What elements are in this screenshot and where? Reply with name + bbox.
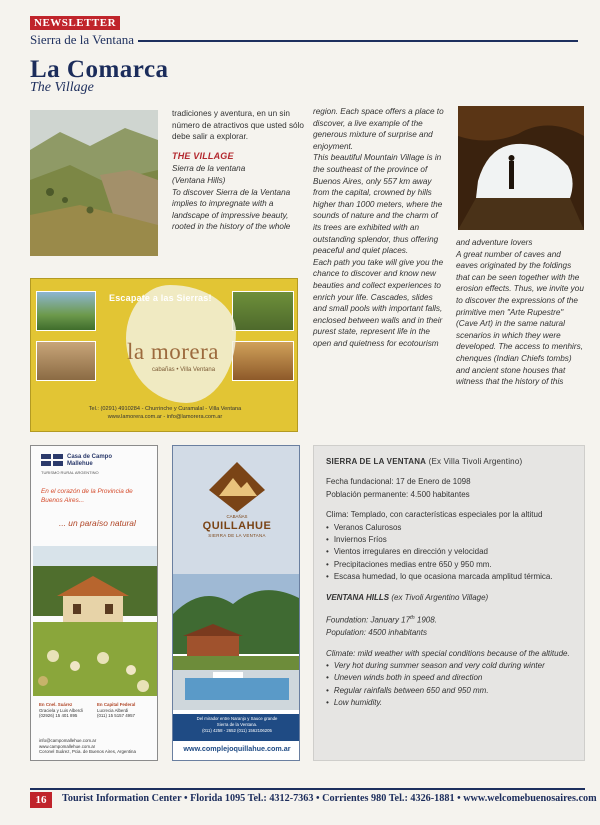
ad-paraiso: ... un paraíso natural bbox=[59, 518, 136, 528]
cabin-thumbnail bbox=[36, 291, 96, 331]
ad-brand-subtitle: cabañas • Villa Ventana bbox=[152, 367, 216, 373]
cabin-photo bbox=[173, 574, 300, 720]
contact-address: Coronel Suárez, Pcia. de Buenos Aires, Argentina bbox=[39, 749, 136, 754]
ad-logo-subtitle: TURISMO RURAL ARGENTINO bbox=[41, 470, 99, 475]
quillahue-caption bbox=[173, 714, 300, 741]
footer-divider bbox=[30, 788, 585, 790]
list-item: • Veranos Calurosos bbox=[326, 522, 572, 534]
flag-icon bbox=[41, 454, 65, 466]
body-paragraph: region. Each space offers a place to discover, a live example of the generous mixture of surprise and enjoyment. bbox=[313, 107, 444, 151]
ad-tagline: Escapate a las Sierras! bbox=[109, 293, 212, 303]
lead-paragraph: tradiciones y aventura, en un sin número de atractivos que usted sólo debe salir a explorar. bbox=[172, 109, 304, 142]
section-divider bbox=[138, 40, 578, 42]
info-heading-title: SIERRA DE LA VENTANA bbox=[326, 457, 427, 466]
page-subtitle: The Village bbox=[30, 80, 94, 95]
info-population: Población permanente: 4.500 habitantes bbox=[326, 489, 470, 499]
info-climate: Clima: Templado, con características especiales por la altitud bbox=[326, 510, 543, 520]
contact-suarez bbox=[39, 702, 95, 719]
cave-photo bbox=[458, 106, 584, 230]
contact-website[interactable]: www.campomallehue.com.ar bbox=[39, 743, 96, 749]
climate-list-en bbox=[326, 660, 572, 710]
ad-brand-name: la morera bbox=[127, 339, 219, 364]
contact-phone: (011) 15 5157 4957 bbox=[97, 713, 136, 718]
contact-phone: (02926) 15 401 895 bbox=[39, 713, 78, 718]
footer-contact: Tourist Information Center • Florida 1095 Tel.: 4312-7363 • Corrientes 980 Tel.: 4326-1881 • www.welcomebuenosaires.com bbox=[62, 793, 597, 804]
bedroom-thumbnail bbox=[232, 341, 294, 381]
section-heading: THE VILLAGE bbox=[172, 150, 234, 161]
article-column-2 bbox=[313, 106, 444, 349]
mountain-logo-icon bbox=[207, 460, 267, 514]
page-number: 16 bbox=[30, 792, 52, 808]
info-heading-note: (Ex Villa Tivoli Argentino) bbox=[428, 457, 523, 466]
campo-mallehue-ad[interactable] bbox=[30, 445, 158, 761]
info-heading-note-en: (ex Tivoli Argentino Village) bbox=[391, 592, 489, 602]
quillahue-ad[interactable] bbox=[172, 445, 300, 761]
quillahue-cabanas: CABAÑAS bbox=[226, 514, 248, 519]
list-item: • Precipitaciones medias entre 650 y 950 mm. bbox=[326, 559, 572, 571]
caption-phones: (011) 4258 - 2652 (011) 1562106205 bbox=[202, 728, 272, 733]
body-paragraph: This beautiful Mountain Village is in the southeast of the province of Buenos Aires, only 557 km away from the capital, crowned by hills higher than 1000 meters, where the sounds of nature and the charm of its trees are exhibited with an outstanding splendor, thus offering peaceful and quiet places. bbox=[313, 153, 443, 256]
body-paragraph: Each path you take will give you the chance to discover and know new beauties and collect experiences to enrich your life. Cascades, slides and small pools with important falls, enclosed between walls and in their purest state, represent life in the open and quietness for ecotourism bbox=[313, 257, 444, 348]
contact-names: Lucrecia Alberdi bbox=[97, 707, 129, 713]
list-item: • Vientos irregulares en dirección y velocidad bbox=[326, 546, 572, 558]
contact-names: Graciela y Luis Alberdi bbox=[39, 707, 83, 713]
ad-logo-line: Casa de Campo bbox=[67, 454, 113, 460]
ad-contact-line: Tel.: (0291) 4910284 - Churrinche y Curamalal - Villa Ventana bbox=[88, 406, 242, 412]
quillahue-location: SIERRA DE LA VENTANA bbox=[208, 533, 266, 538]
caption-line: Del mirador entre Naranjo y Sauce grande bbox=[196, 716, 278, 721]
section-name: Sierra de la Ventana bbox=[30, 32, 135, 47]
ad-logo-line: Mallehue bbox=[67, 461, 93, 467]
la-morera-ad[interactable] bbox=[30, 278, 298, 432]
contact-title: En Capital Federal bbox=[97, 702, 136, 707]
ad-contact bbox=[35, 405, 295, 421]
foundation-text: Foundation: January 17 bbox=[326, 615, 411, 625]
body-paragraph: To discover Sierra de la Ventana implies to impregnate with a landscape of impressive beauty, rooted in the history of the whole bbox=[172, 187, 291, 232]
quillahue-brand: QUILLAHUE bbox=[202, 520, 272, 532]
quillahue-website[interactable]: www.complejoquillahue.com.ar bbox=[183, 744, 291, 753]
info-population-en: Population: 4500 inhabitants bbox=[326, 628, 427, 638]
article-column-1 bbox=[172, 108, 304, 233]
foundation-year: 1908. bbox=[414, 615, 437, 625]
info-foundation-en bbox=[326, 612, 572, 627]
info-heading-title-en: VENTANA HILLS bbox=[326, 592, 390, 602]
section-subheading: Sierra de la ventana bbox=[172, 164, 246, 174]
ad-slogan: En el corazón de la Provincia de Buenos Aires... bbox=[41, 488, 133, 504]
climate-list-es bbox=[326, 522, 572, 584]
caption-line: Sierra de la Ventana. bbox=[216, 722, 258, 727]
list-item: • Escasa humedad, lo que ocasiona marcada amplitud térmica. bbox=[326, 571, 572, 583]
info-heading-en bbox=[326, 592, 572, 604]
contact-email[interactable]: info@campomallehue.com.ar bbox=[39, 738, 97, 743]
info-founding-date: Fecha fundacional: 17 de Enero de 1098 bbox=[326, 477, 471, 487]
garden-thumbnail bbox=[232, 291, 294, 331]
foundation-ordinal: th bbox=[410, 615, 415, 622]
interior-thumbnail bbox=[36, 341, 96, 381]
hills-photo bbox=[30, 110, 158, 256]
contact-web bbox=[39, 738, 157, 755]
town-info-box bbox=[313, 445, 585, 761]
section-subheading-en: (Ventana Hills) bbox=[172, 175, 226, 185]
page-title: La Comarca bbox=[30, 56, 169, 83]
article-column-3 bbox=[456, 237, 584, 388]
farmhouse-photo bbox=[33, 546, 157, 696]
list-item: • Uneven winds both in speed and direction bbox=[326, 672, 572, 684]
info-climate-en: Climate: mild weather with special conditions because of the altitude. bbox=[326, 648, 570, 658]
body-paragraph: and adventure lovers bbox=[456, 238, 533, 247]
contact-title: En Cnel. Suárez bbox=[39, 702, 73, 707]
newsletter-tag: NEWSLETTER bbox=[30, 16, 120, 30]
list-item: • Low humidity. bbox=[326, 697, 572, 709]
list-item: • Regular rainfalls between 650 and 950 mm. bbox=[326, 685, 572, 697]
info-heading-es bbox=[326, 456, 572, 468]
ad-web-line[interactable]: www.lamorera.com.ar - info@lamorera.com.ar bbox=[107, 414, 223, 420]
list-item: • Inviernos Fríos bbox=[326, 534, 572, 546]
contact-capital bbox=[97, 702, 157, 719]
body-paragraph: A great number of caves and eaves originated by the foldings that can be seen together with the erosion effects. Thus, we invite you to discover the expressions of the primitive men "Arte Rupestre" (Cave Art) in the same natural scenarios in which they were developed. The access to menhirs, chenques (Indian Chiefs tombs) and ancient stone houses that witness that the history of this bbox=[456, 249, 584, 387]
list-item: • Very hot during summer season and very cold during winter bbox=[326, 660, 572, 672]
